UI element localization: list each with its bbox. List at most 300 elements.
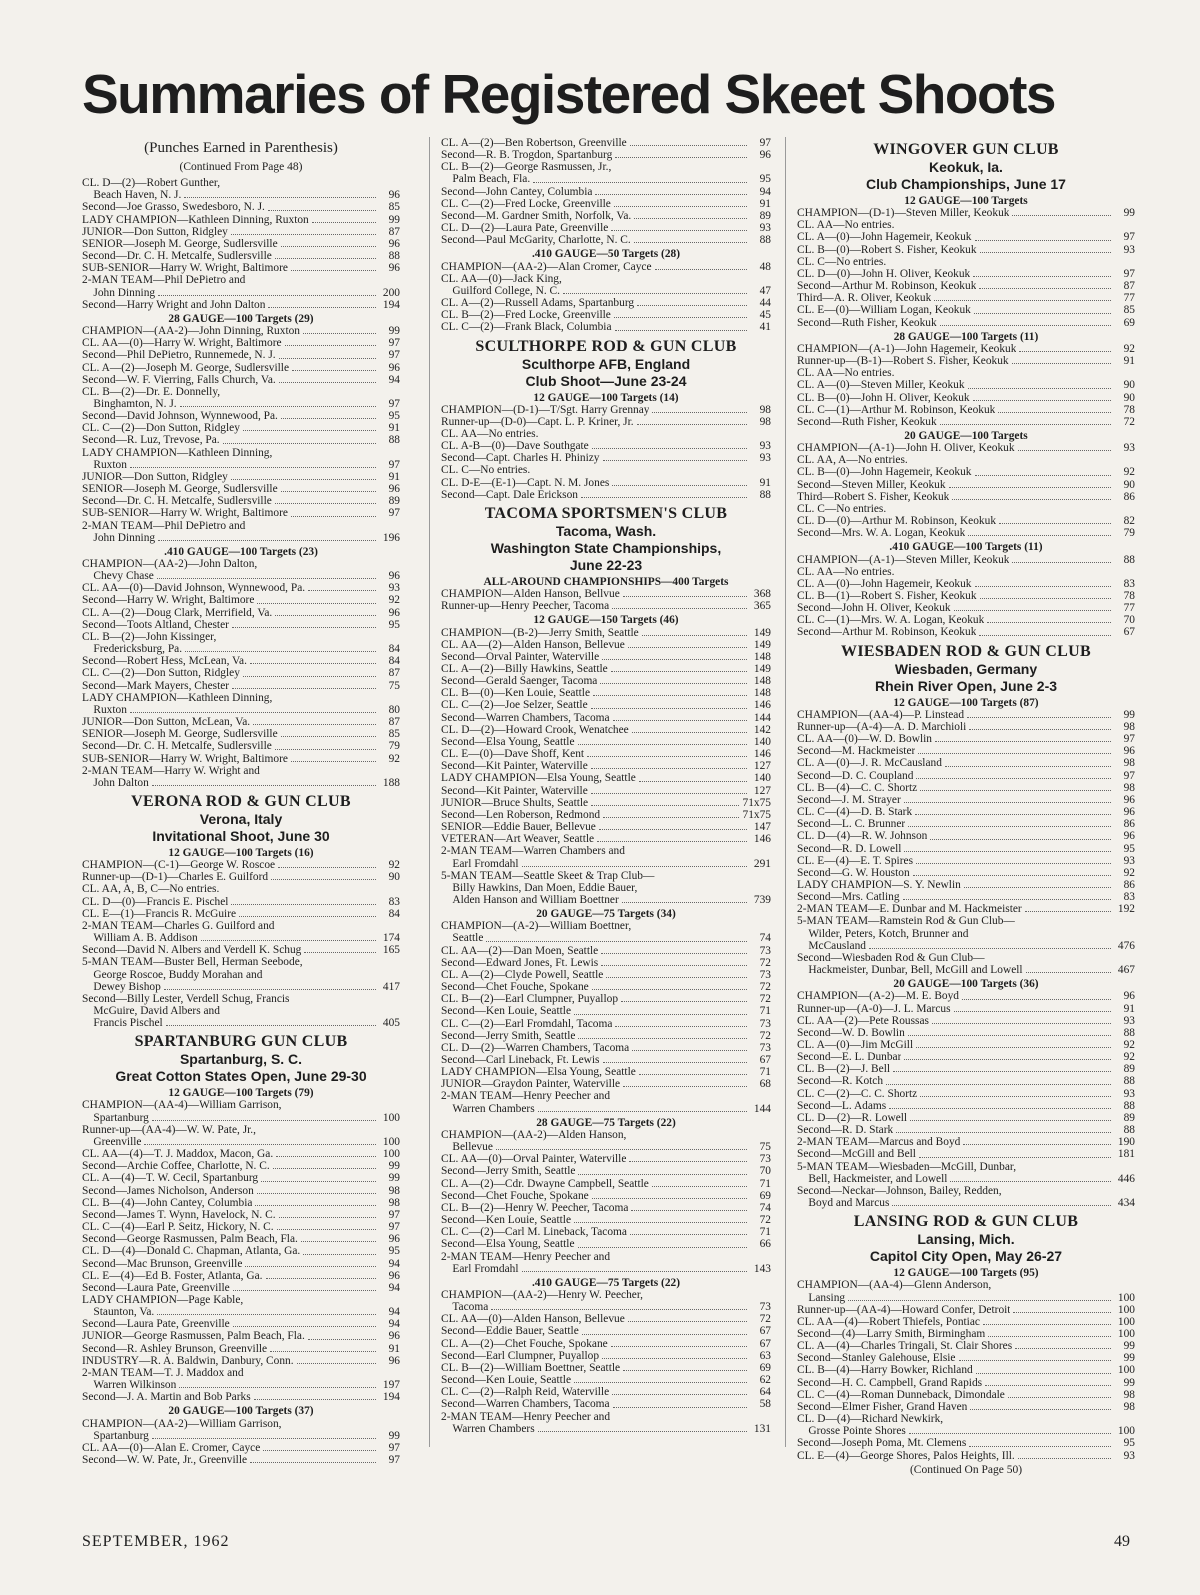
entry-name: Warren Wilkinson [82, 1379, 177, 1392]
dot-leader [574, 1382, 747, 1383]
entry-name: Bell, Hackmeister, and Lowell [797, 1172, 948, 1185]
entry-name: CHAMPION—(A-2)—M. E. Boyd [797, 990, 959, 1003]
entry-name: CL. A—(2)—Joseph M. George, Sudlersville [82, 361, 290, 374]
result-row [797, 404, 1135, 416]
result-row [441, 234, 771, 246]
entry-score: 96 [388, 483, 400, 496]
entry-name: Second—L. C. Brunner [797, 818, 906, 831]
entry-name: Second—Paul McGarity, Charlotte, N. C. [441, 234, 631, 247]
entry-name: CL. AA—(0)—Alden Hanson, Bellevue [441, 1313, 625, 1326]
entry-score: 96 [388, 1330, 400, 1343]
dot-leader [968, 388, 1111, 389]
entry-name: Second—W. D. Bowlin [797, 1026, 905, 1039]
entry-score: 92 [388, 859, 400, 872]
entry-name: Second—Ruth Fisher, Keokuk [797, 415, 937, 428]
result-row [82, 1442, 400, 1454]
entry-score: 405 [382, 1017, 400, 1030]
entry-score: 72 [759, 1313, 771, 1326]
gauge-heading: 12 GAUGE—100 Targets (87) [893, 696, 1039, 709]
result-row [82, 214, 400, 226]
entry-name: Second—M. Gardner Smith, Norfolk, Va. [441, 209, 632, 222]
result-row [82, 422, 400, 434]
result-row [797, 554, 1135, 566]
dot-leader [303, 333, 376, 334]
entry-name: CL. A—(0)—John Hagemeir, Keokuk [797, 231, 972, 244]
dot-leader [652, 412, 747, 413]
entry-name: CL. AA—(0)—David Johnson, Wynnewood, Pa. [82, 582, 306, 595]
entry-name: Second—Edward Jones, Ft. Lewis [441, 956, 599, 969]
entry-name: Greenville [82, 1135, 142, 1148]
result-row [441, 969, 771, 981]
entry-score: 100 [1117, 1303, 1135, 1316]
result-row [441, 1005, 771, 1017]
dot-leader [639, 781, 747, 782]
entry-score: 99 [1123, 207, 1135, 220]
dot-leader [1012, 363, 1111, 364]
result-row [441, 1214, 771, 1226]
entry-score: 97 [388, 1454, 400, 1466]
entry-name: Second—W. F. Vierring, Falls Church, Va. [82, 373, 276, 386]
dot-leader [950, 1181, 1111, 1182]
entry-score: 58 [759, 1398, 771, 1411]
entry-name: Second—Arthur M. Robinson, Keokuk [797, 626, 977, 639]
entry-score: 98 [1123, 1388, 1135, 1401]
result-row [441, 489, 771, 501]
entry-score: 200 [382, 286, 400, 299]
dot-leader [281, 246, 376, 247]
result-row [82, 728, 400, 740]
entry-score: 148 [753, 687, 771, 700]
result-line: CL. B—(2)—Dr. E. Donnelly, [82, 385, 221, 398]
dot-leader [973, 276, 1111, 277]
result-row [797, 1027, 1135, 1039]
entry-name: CL. A—(2)—Chet Fouche, Spokane [441, 1337, 608, 1350]
dot-leader [592, 1198, 747, 1199]
result-row [797, 614, 1135, 626]
result-row [82, 325, 400, 337]
dot-leader [243, 430, 376, 431]
entry-name: LADY CHAMPION—Kathleen Dinning, Ruxton [82, 213, 309, 226]
entry-name: CL. B—(0)—John Hagemeir, Keokuk [797, 466, 972, 479]
entry-name: CL. D—(0)—Francis E. Pischel [82, 895, 229, 908]
dot-leader [612, 1394, 747, 1395]
result-line: 2-MAN TEAM—Henry Peecher and [441, 1410, 611, 1423]
result-line: CL. AA, A—No entries. [797, 454, 908, 467]
entry-name: CL. AA—(0)—W. D. Bowlin [797, 733, 933, 746]
club-name: VERONA ROD & GUN CLUB [131, 792, 351, 810]
entry-name: Second—R. D. Stark [797, 1124, 894, 1137]
result-line: 2-MAN TEAM—Phil DePietro and [82, 519, 246, 532]
club-location: Verona, Italy [199, 810, 283, 827]
result-row [797, 1389, 1135, 1401]
dot-leader [268, 307, 376, 308]
entry-name: Second—Joseph Poma, Mt. Clemens [797, 1437, 967, 1450]
result-row [441, 932, 771, 944]
dot-leader [1008, 1397, 1111, 1398]
entry-score: 86 [1123, 878, 1135, 891]
result-row [797, 1051, 1135, 1063]
dot-leader [275, 749, 376, 750]
result-row [441, 1078, 771, 1090]
dot-leader [1018, 1458, 1111, 1459]
dot-leader [538, 1431, 747, 1432]
result-line: CHAMPION—(AA-2)—Alden Hanson, [441, 1128, 627, 1141]
result-row [82, 1245, 400, 1257]
gauge-heading: .410 GAUGE—100 Targets (11) [889, 541, 1043, 554]
entry-score: 99 [388, 213, 400, 226]
dot-leader [622, 902, 747, 903]
dot-leader [628, 1321, 747, 1322]
dot-leader [291, 516, 376, 517]
result-row [82, 1270, 400, 1282]
event-title: Capitol City Open, May 26-27 [869, 1248, 1063, 1265]
entry-name: Earl Fromdahl [441, 1262, 519, 1275]
result-row [82, 262, 400, 274]
dot-leader [279, 358, 376, 359]
dot-leader [591, 793, 747, 794]
entry-name: CL. E—(0)—Dave Shoff, Kent [441, 748, 585, 761]
entry-score: 87 [1123, 280, 1135, 293]
result-row [82, 896, 400, 908]
entry-name: CL. C—(4)—D. B. Stark [797, 806, 913, 819]
dot-leader [231, 479, 376, 480]
entry-score: 365 [753, 600, 771, 613]
result-row [797, 317, 1135, 329]
entry-score: 94 [388, 1257, 400, 1270]
entry-score: 90 [1123, 379, 1135, 392]
result-row [441, 639, 771, 651]
result-line: 2-MAN TEAM—Henry Peecher and [441, 1090, 611, 1103]
result-row [82, 299, 400, 311]
result-row [441, 712, 771, 724]
result-line: CL. AA—No entries. [797, 565, 895, 578]
result-row [797, 231, 1135, 243]
entry-name: Hackmeister, Dunbar, Bell, McGill and Lowell [797, 964, 1023, 977]
result-row [797, 733, 1135, 745]
entry-name: CL. A—(2)—Cdr. Dwayne Campbell, Seattle [441, 1177, 649, 1190]
result-row [441, 1423, 771, 1435]
dot-leader [291, 270, 376, 271]
result-row [82, 1160, 400, 1172]
dot-leader [275, 503, 376, 504]
dot-leader [243, 676, 376, 677]
entry-name: CHAMPION—(AA-2)—John Dinning, Ruxton [82, 325, 301, 338]
result-row [441, 797, 771, 809]
dot-leader [157, 1314, 376, 1315]
result-row [797, 626, 1135, 638]
entry-name: JUNIOR—Graydon Painter, Waterville [441, 1078, 621, 1091]
entry-name: Second—Elsa Young, Seattle [441, 735, 575, 748]
entry-name: 2-MAN TEAM—E. Dunbar and M. Hackmeister [797, 903, 1022, 916]
entry-name: Second—Warren Chambers, Tacoma [441, 1398, 610, 1411]
entry-name: Second—James Nicholson, Anderson [82, 1184, 254, 1197]
result-row [441, 1018, 771, 1030]
entry-name: CHAMPION—(AA-2)—Alan Cromer, Cayce [441, 260, 652, 273]
dot-leader [603, 817, 738, 818]
continuation-note: (Continued From Page 48) [179, 161, 303, 173]
result-row [441, 477, 771, 489]
result-row [797, 757, 1135, 769]
club-location: Wiesbaden, Germany [894, 660, 1038, 677]
dot-leader [255, 1205, 376, 1206]
dot-leader [297, 1363, 376, 1364]
entry-score: 446 [1117, 1172, 1135, 1185]
entry-name: CL. C—(2)—Frank Black, Columbia [441, 321, 612, 334]
dot-leader [652, 1186, 747, 1187]
result-line: CHAMPION—(AA-2)—John Dalton, [82, 558, 258, 570]
dot-leader [976, 1373, 1111, 1374]
result-row [797, 392, 1135, 404]
dot-leader [185, 651, 376, 652]
result-row [441, 149, 771, 161]
dot-leader [491, 1309, 747, 1310]
column-2 [441, 137, 771, 1435]
result-row [82, 238, 400, 250]
entry-name: Second—J. M. Strayer [797, 793, 901, 806]
result-row [82, 189, 400, 201]
result-row [82, 859, 400, 871]
dot-leader [655, 269, 747, 270]
entry-score: 71 [759, 1226, 771, 1239]
dot-leader [963, 1144, 1111, 1145]
result-line: Runner-up—(AA-4)—W. W. Pate, Jr., [82, 1123, 256, 1136]
entry-name: CL. A-B—(0)—Dave Southgate [441, 440, 589, 453]
result-row [82, 570, 400, 582]
result-line: Billy Hawkins, Dan Moen, Eddie Bauer, [441, 881, 638, 894]
result-row [441, 404, 771, 416]
dot-leader [980, 252, 1111, 253]
entry-score: 47 [759, 284, 771, 297]
result-row [441, 1103, 771, 1115]
dot-leader [308, 590, 376, 591]
result-row [797, 379, 1135, 391]
dot-leader [496, 1149, 747, 1150]
entry-score: 70 [1123, 614, 1135, 627]
dot-leader [908, 1035, 1111, 1036]
entry-score: 73 [759, 1301, 771, 1314]
entry-score: 92 [1123, 342, 1135, 355]
result-row [441, 321, 771, 333]
dot-leader [903, 899, 1111, 900]
entry-name: Second—D. C. Coupland [797, 769, 914, 782]
entry-score: 93 [759, 452, 771, 465]
dot-leader [201, 940, 376, 941]
entry-score: 97 [388, 507, 400, 520]
entry-score: 143 [753, 1262, 771, 1275]
dot-leader [935, 741, 1111, 742]
dot-leader [615, 157, 747, 158]
dot-leader [304, 952, 376, 953]
gauge-heading: 12 GAUGE—100 Targets (79) [168, 1087, 314, 1100]
entry-score: 91 [759, 476, 771, 489]
dot-leader [582, 1334, 747, 1335]
entry-name: CHAMPION—(AA-4)—P. Linstead [797, 708, 965, 721]
entry-name: Ruxton [82, 458, 127, 471]
entry-name: Spartanburg [82, 1429, 149, 1442]
entry-name: JUNIOR—Don Sutton, McLean, Va. [82, 716, 251, 729]
entry-score: 476 [1117, 939, 1135, 952]
entry-score: 99 [1123, 1340, 1135, 1353]
dot-leader [637, 305, 747, 306]
entry-name: Tacoma [441, 1301, 489, 1314]
dot-leader [908, 826, 1111, 827]
dot-leader [964, 887, 1111, 888]
result-row [797, 903, 1135, 915]
entry-name: Second—W. W. Pate, Jr., Greenville [82, 1454, 248, 1466]
entry-name: CL. C—(4)—Roman Dunneback, Dimondale [797, 1388, 1005, 1401]
event-title: Club Shoot—June 23-24 [525, 372, 687, 389]
entry-score: 96 [388, 189, 400, 202]
result-row [441, 894, 771, 906]
entry-score: 80 [388, 703, 400, 716]
dot-leader [975, 240, 1112, 241]
column-1 [82, 137, 400, 1466]
result-line: CL. AA—No entries. [441, 427, 539, 440]
club-name: SPARTANBURG GUN CLUB [134, 1033, 348, 1051]
result-row [797, 745, 1135, 757]
entry-score: 100 [1117, 1425, 1135, 1438]
entry-score: 92 [1123, 466, 1135, 479]
entry-score: 84 [388, 907, 400, 920]
entry-name: John Dinning [82, 286, 156, 299]
entry-name: CL. AA—(2)—Pete Roussas [797, 1014, 929, 1027]
result-row [441, 809, 771, 821]
gauge-heading: 12 GAUGE—100 Targets [904, 195, 1028, 207]
dot-leader [959, 1360, 1112, 1361]
entry-score: 74 [759, 1201, 771, 1214]
entry-name: VETERAN—Art Weaver, Seattle [441, 833, 595, 846]
entry-score: 67 [759, 1325, 771, 1338]
result-row [82, 226, 400, 238]
entry-name: CL. AA—(4)—Robert Thiefels, Pontiac [797, 1315, 980, 1328]
result-line: CHAMPION—(A-2)—William Boettner, [441, 920, 632, 933]
entry-score: 67 [1123, 626, 1135, 639]
entry-score: 88 [388, 434, 400, 447]
entry-score: 67 [759, 1337, 771, 1350]
entry-score: 95 [388, 1245, 400, 1258]
result-line: Second—Wiesbaden Rod & Gun Club— [797, 951, 985, 964]
result-row [797, 721, 1135, 733]
dot-leader [281, 418, 376, 419]
entry-name: John Dinning [82, 531, 156, 544]
entry-name: Francis Pischel [82, 1017, 163, 1030]
entry-name: Second—Archie Coffee, Charlotte, N. C. [82, 1160, 270, 1173]
entry-score: 68 [759, 1078, 771, 1091]
result-line: CL. C—No entries. [797, 255, 887, 268]
entry-score: 66 [759, 1238, 771, 1251]
entry-name: Second—Mark Mayers, Chester [82, 679, 230, 692]
result-row [82, 1233, 400, 1245]
dot-leader [1015, 1348, 1111, 1349]
entry-name: Second—Ken Louie, Seattle [441, 1214, 572, 1227]
result-row [82, 1391, 400, 1403]
result-row [797, 1364, 1135, 1376]
entry-score: 72 [759, 1214, 771, 1227]
dot-leader [634, 242, 747, 243]
entry-name: Guilford College, N. C. [441, 284, 560, 297]
result-line: LADY CHAMPION—Page Kable, [82, 1293, 244, 1306]
dot-leader [969, 729, 1111, 730]
entry-name: Second—J. A. Martin and Bob Parks [82, 1391, 251, 1404]
entry-score: 434 [1117, 1197, 1135, 1210]
entry-name: CL. C—(2)—Joe Selzer, Seattle [441, 699, 588, 712]
entry-score: 71 [759, 1005, 771, 1018]
entry-name: CL. AA—(0)—Alan E. Cromer, Cayce [82, 1441, 261, 1454]
result-row [82, 1148, 400, 1160]
entry-score: 97 [388, 1221, 400, 1234]
result-line: CL. AA—No entries. [797, 367, 895, 380]
dot-leader [245, 1266, 376, 1267]
result-row [797, 280, 1135, 292]
entry-score: 72 [1123, 415, 1135, 428]
entry-name: Second—Elmer Fisher, Grand Haven [797, 1400, 968, 1413]
result-row [441, 261, 771, 273]
entry-score: 45 [759, 309, 771, 322]
entry-score: 96 [388, 1233, 400, 1246]
entry-score: 70 [759, 1165, 771, 1178]
result-row [82, 250, 400, 262]
result-row [441, 1386, 771, 1398]
dot-leader [973, 400, 1111, 401]
result-row [82, 1258, 400, 1270]
dot-leader [593, 695, 747, 696]
entry-name: 2-MAN TEAM—Marcus and Boyd [797, 1136, 961, 1149]
result-row [441, 675, 771, 687]
dot-leader [538, 1111, 747, 1112]
dot-leader [999, 523, 1111, 524]
entry-name: CHAMPION—(C-1)—George W. Roscoe [82, 859, 276, 872]
result-row [441, 1350, 771, 1362]
result-row [797, 879, 1135, 891]
dot-leader [904, 1059, 1111, 1060]
result-row [82, 1318, 400, 1330]
dot-leader [250, 663, 376, 664]
dot-leader [987, 622, 1111, 623]
entry-score: 44 [759, 297, 771, 310]
club-location: Spartanburg, S. C. [179, 1051, 303, 1068]
entry-name: CL. C—(2)—Earl Fromdahl, Tacoma [441, 1017, 613, 1030]
dot-leader [233, 1290, 376, 1291]
entry-name: CL. D—(4)—R. W. Johnson [797, 830, 928, 843]
entry-score: 79 [1123, 527, 1135, 540]
dot-leader [291, 761, 376, 762]
result-row [82, 1112, 400, 1124]
entry-name: Second—Gerald Saenger, Tacoma [441, 675, 598, 688]
entry-score: 96 [388, 606, 400, 619]
entry-score: 368 [753, 588, 771, 601]
result-row [441, 588, 771, 600]
column-3 [797, 137, 1135, 1480]
dot-leader [1019, 351, 1111, 352]
entry-score: 739 [753, 893, 771, 906]
dot-leader [642, 635, 747, 636]
entry-score: 69 [759, 1189, 771, 1202]
result-row [797, 590, 1135, 602]
entry-score: 73 [759, 1017, 771, 1030]
result-row [441, 1190, 771, 1202]
dot-leader [522, 866, 747, 867]
dot-leader [158, 295, 376, 296]
dot-leader [969, 1446, 1111, 1447]
entry-score: 99 [388, 1160, 400, 1173]
result-line: CL. C—No entries. [797, 502, 887, 515]
entry-name: CHAMPION—(D-1)—T/Sgt. Harry Grennay [441, 403, 650, 416]
result-row [82, 753, 400, 765]
entry-score: 98 [1123, 1400, 1135, 1413]
dot-leader [916, 1047, 1111, 1048]
entry-name: Runner-up—(D-0)—Capt. L. P. Kriner, Jr. [441, 415, 634, 428]
entry-score: 95 [388, 618, 400, 631]
